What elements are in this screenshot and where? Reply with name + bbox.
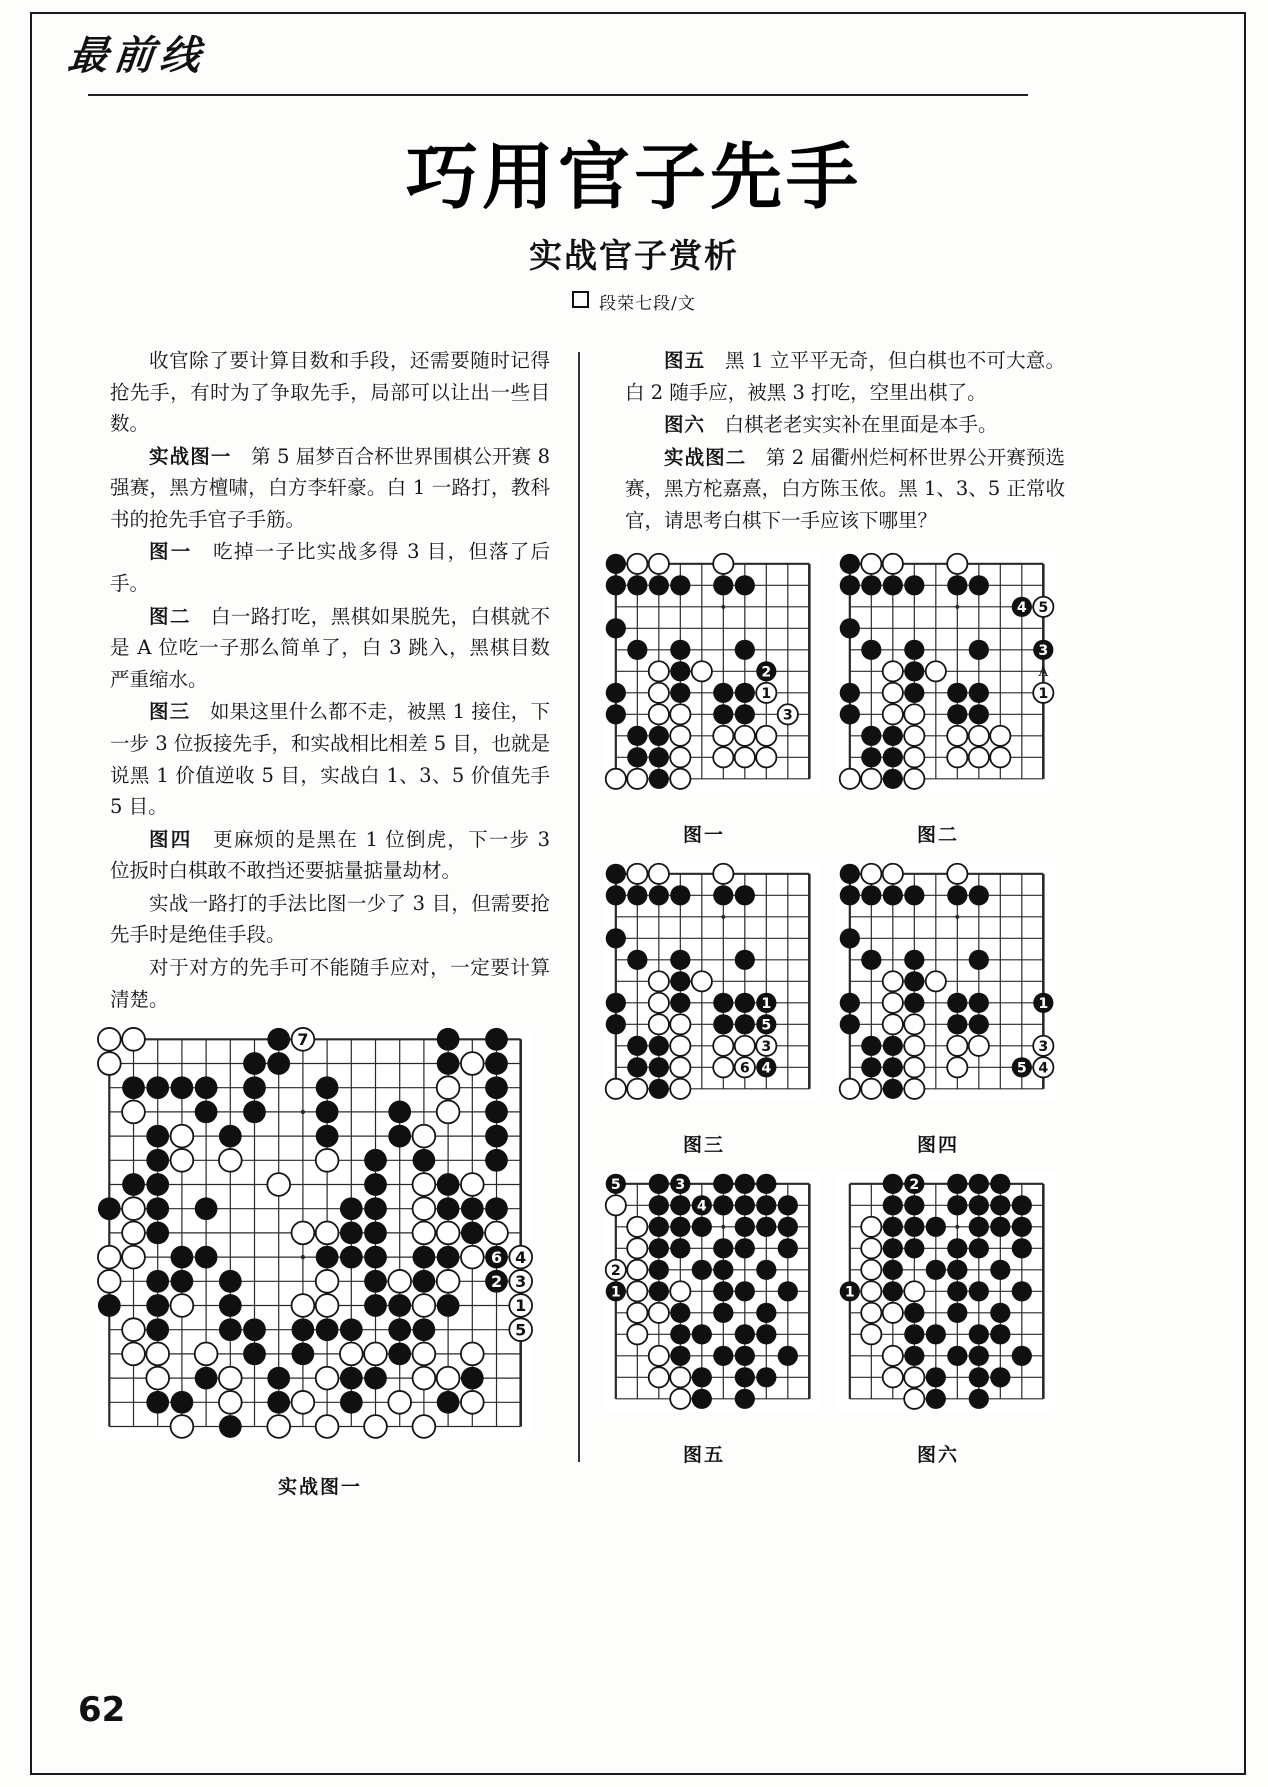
paragraph-lead: 图二: [149, 604, 191, 628]
go-diagram-fig3-caption: 图三: [682, 1134, 725, 1156]
paragraph-lead: 实战图一: [149, 444, 232, 468]
svg-text:1: 1: [761, 685, 772, 702]
svg-text:1: 1: [1038, 995, 1049, 1012]
svg-text:3: 3: [1038, 642, 1049, 659]
go-diagram-main-board: [96, 1026, 534, 1440]
left-column-paragraph: 图二 白一路打吃，黑棋如果脱先，白棋就不是 A 位吃一子那么简单了，白 3 跳入，黑棋目数严重缩水。: [110, 604, 550, 691]
svg-text:1: 1: [844, 1284, 855, 1301]
go-diagram-fig5: [604, 1172, 821, 1411]
go-diagram-fig2: [838, 552, 1055, 791]
svg-text:3: 3: [1038, 1038, 1049, 1055]
left-column-paragraph: 收官除了要计算目数和手段，还需要随时记得抢先手，有时为了争取先手，局部可以让出一些目数。: [110, 349, 550, 436]
go-diagram-fig1: [604, 552, 821, 791]
svg-text:5: 5: [1016, 1060, 1027, 1077]
svg-text:4: 4: [1038, 1060, 1049, 1077]
svg-text:2: 2: [490, 1271, 503, 1291]
go-diagram-fig6: [838, 1172, 1055, 1411]
paragraph-lead: 图四: [149, 827, 193, 851]
masthead-rule: [88, 94, 1028, 96]
svg-text:4: 4: [515, 1247, 527, 1267]
paragraph-lead: 图一: [149, 540, 193, 564]
svg-text:5: 5: [1038, 599, 1049, 616]
svg-text:3: 3: [761, 1038, 772, 1055]
go-diagram-fig4: [838, 862, 1055, 1101]
page-border-bottom: [30, 1773, 1246, 1775]
left-column-paragraph: 对于对方的先手可不能随手应对，一定要计算清楚。: [110, 955, 550, 1011]
svg-text:4: 4: [1016, 599, 1027, 616]
right-column-paragraph: 图五 黑 1 立平平无奇，但白棋也不可大意。白 2 随手应，被黑 3 打吃，空里出棋了。: [625, 349, 1065, 404]
left-column-paragraph: 图四 更麻烦的是黑在 1 位倒虎，下一步 3 位扳时白棋敢不敢挡还要掂量掂量劫材。: [110, 827, 550, 883]
column-divider: [578, 352, 580, 1462]
svg-text:6: 6: [739, 1060, 750, 1077]
svg-text:4: 4: [696, 1198, 707, 1215]
left-column-paragraph: 图三 如果这里什么都不走，被黑 1 接住，下一步 3 位扳接先手，和实战相比相差 5 目，也就是说黑 1 价值逆收 5 目，实战白 1、3、5 价值先手 5 目。: [110, 700, 550, 819]
page-title: 巧用官子先手: [405, 135, 862, 219]
page-number: 62: [78, 1690, 126, 1730]
svg-text:5: 5: [610, 1176, 621, 1193]
svg-text:5: 5: [515, 1320, 527, 1340]
svg-text:6: 6: [490, 1247, 503, 1267]
svg-text:3: 3: [782, 707, 793, 724]
svg-text:2: 2: [610, 1262, 621, 1279]
go-diagram-main-board-caption: 实战图一: [277, 1476, 362, 1498]
svg-text:1: 1: [610, 1284, 621, 1301]
left-column-paragraph: 图一 吃掉一子比实战多得 3 目，但落了后手。: [110, 540, 550, 596]
go-diagram-fig2-caption: 图二: [916, 824, 959, 846]
svg-text:3: 3: [515, 1271, 527, 1291]
paragraph-lead: 图六: [664, 413, 706, 437]
svg-text:1: 1: [761, 995, 772, 1012]
svg-text:2: 2: [909, 1176, 920, 1193]
paragraph-lead: 图三: [149, 700, 191, 724]
svg-text:1: 1: [1038, 685, 1049, 702]
page-border-top: [30, 12, 1246, 14]
byline-text: 段荣七段/文: [599, 293, 696, 314]
paragraph-lead: 图五: [664, 349, 706, 372]
svg-text:1: 1: [515, 1296, 527, 1316]
svg-text:2: 2: [761, 664, 772, 681]
left-text-column: [110, 345, 550, 1016]
go-diagram-fig4-caption: 图四: [916, 1134, 959, 1156]
left-column-paragraph: 实战一路打的手法比图一少了 3 目，但需要抢先手时是绝佳手段。: [110, 891, 550, 947]
svg-text:3: 3: [675, 1176, 686, 1193]
svg-text:4: 4: [761, 1060, 772, 1077]
byline: [0, 289, 1268, 314]
title-block: [0, 135, 1268, 314]
go-diagram-fig5-caption: 图五: [682, 1444, 725, 1466]
paragraph-lead: 实战图二: [664, 445, 747, 469]
square-bullet-icon: [572, 291, 589, 308]
svg-text:5: 5: [761, 1017, 772, 1034]
masthead: [65, 32, 1028, 98]
go-diagram-fig1-caption: 图一: [682, 824, 725, 846]
go-diagram-fig3: [604, 862, 821, 1101]
left-column-paragraph: 实战图一 第 5 届梦百合杯世界围棋公开赛 8 强赛，黑方檀啸，白方李轩豪。白 1 一路打，教科书的抢先手官子手筋。: [110, 444, 550, 531]
right-column-paragraph: 图六 白棋老老实实补在里面是本手。: [664, 413, 998, 437]
right-text-column: [625, 345, 1065, 537]
masthead-label: 最前线: [65, 32, 209, 79]
go-diagram-fig6-caption: 图六: [916, 1444, 959, 1466]
svg-text:7: 7: [297, 1029, 309, 1049]
svg-text:A: A: [1038, 665, 1049, 681]
page-subtitle: 实战官子赏析: [529, 235, 739, 275]
right-column-paragraph: 实战图二 第 2 届衢州烂柯杯世界公开赛预选赛，黑方柁嘉熹，白方陈玉侬。黑 1、3、5 正常收官，请思考白棋下一手应该下哪里？: [625, 445, 1065, 532]
